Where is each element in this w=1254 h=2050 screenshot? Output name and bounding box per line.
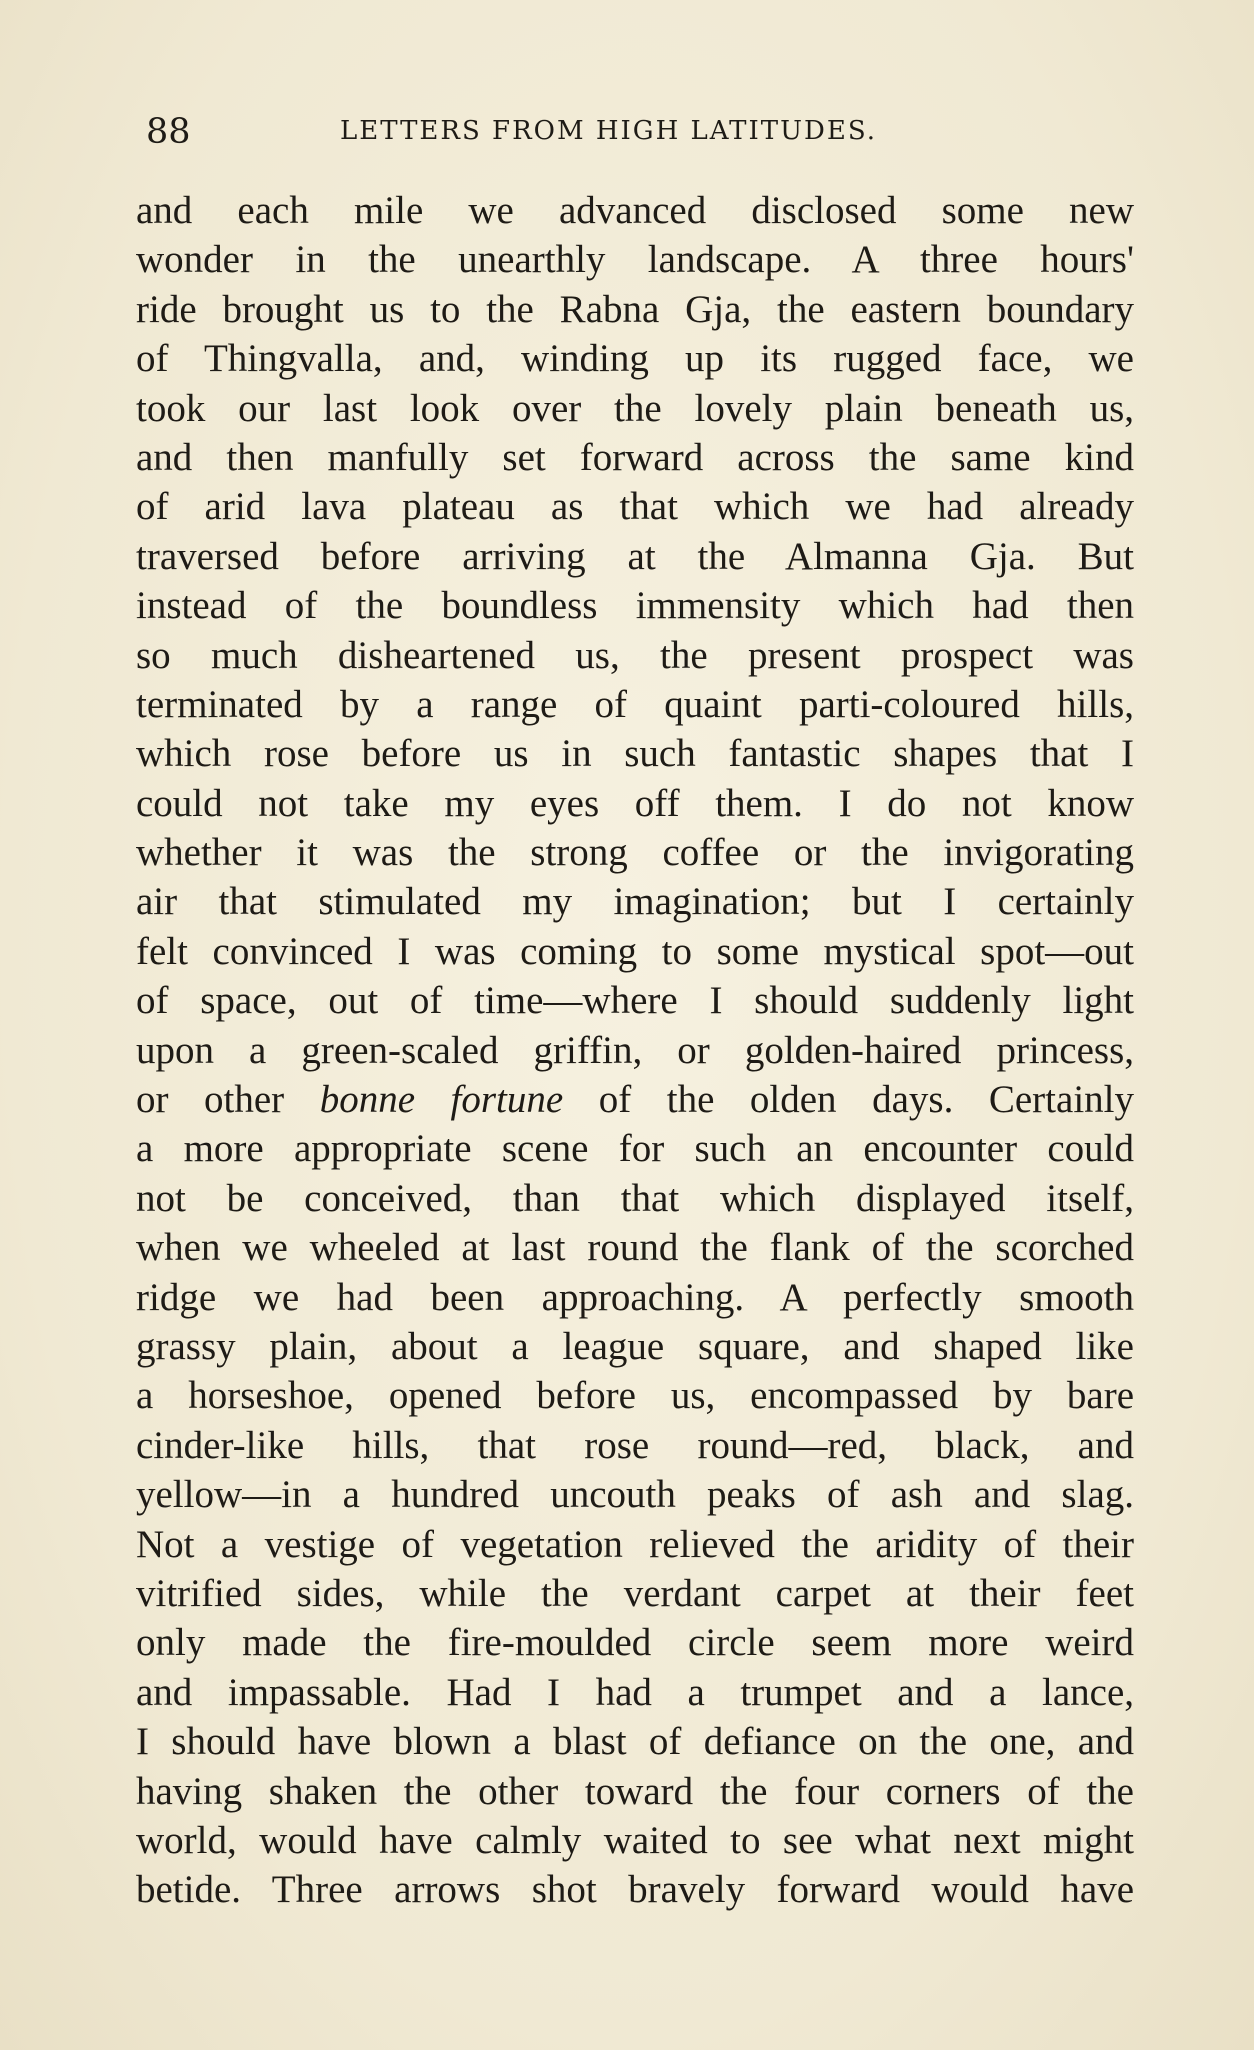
text-segment: of the olden days. Certainly (563, 1078, 1134, 1122)
text-line: of arid lava plateau as that which we had already (136, 485, 1134, 529)
text-line: so much disheartened us, the present prospect was (136, 633, 1134, 677)
text-line: wonder in the unearthly landscape. A three hours' (136, 238, 1134, 282)
text-line: and impassable. Had I had a trumpet and a lance, (136, 1670, 1134, 1714)
text-line: instead of the boundless immensity which had then (136, 584, 1134, 628)
page-number: 88 (146, 112, 191, 152)
text-line: ridge we had been approaching. A perfectly smooth (136, 1275, 1134, 1319)
text-line: cinder-like hills, that rose round—red, black, and (136, 1423, 1134, 1467)
page-header (140, 112, 1140, 152)
text-line: air that stimulated my imagination; but I certainly (136, 880, 1134, 924)
body-text (136, 186, 1134, 1915)
text-line: ride brought us to the Rabna Gja, the eastern boundary (136, 287, 1134, 331)
text-line: grassy plain, about a league square, and shaped like (136, 1324, 1134, 1368)
text-segment: or other (136, 1078, 320, 1122)
text-line: yellow—in a hundred uncouth peaks of ash and slag. (136, 1473, 1134, 1517)
text-line: a horseshoe, opened before us, encompassed by bare (136, 1374, 1134, 1418)
text-line: only made the fire-moulded circle seem more weird (136, 1621, 1134, 1665)
text-line: when we wheeled at last round the flank of the scorched (136, 1226, 1134, 1270)
text-line: upon a green-scaled griffin, or golden-haired princess, (136, 1028, 1134, 1072)
text-line: and then manfully set forward across the same kind (136, 435, 1134, 479)
text-line: whether it was the strong coffee or the invigorating (136, 831, 1134, 875)
running-title: LETTERS FROM HIGH LATITUDES. (340, 116, 877, 146)
text-line: vitrified sides, while the verdant carpet at their feet (136, 1571, 1134, 1615)
text-line: not be conceived, than that which displayed itself, (136, 1176, 1134, 1220)
text-line: felt convinced I was coming to some mystical spot—out (136, 929, 1134, 973)
text-line: of space, out of time—where I should suddenly light (136, 979, 1134, 1023)
text-line: world, would have calmly waited to see what next might (136, 1818, 1134, 1862)
text-line: terminated by a range of quaint parti-coloured hills, (136, 682, 1134, 726)
text-line: traversed before arriving at the Almanna Gja. But (136, 534, 1134, 578)
italic-phrase: bonne fortune (319, 1078, 564, 1122)
text-line: Not a vestige of vegetation relieved the aridity of their (136, 1522, 1134, 1566)
text-line: of Thingvalla, and, winding up its rugged face, we (136, 337, 1134, 381)
text-line: which rose before us in such fantastic shapes that I (136, 732, 1134, 776)
text-line-with-italic (136, 1075, 1134, 1124)
text-line: took our last look over the lovely plain beneath us, (136, 386, 1134, 430)
text-line: could not take my eyes off them. I do not know (136, 781, 1134, 825)
text-line: I should have blown a blast of defiance on the one, and (136, 1720, 1134, 1764)
text-line: and each mile we advanced disclosed some new (136, 189, 1134, 232)
text-line: a more appropriate scene for such an encounter could (136, 1127, 1134, 1171)
text-line: betide. Three arrows shot bravely forward would have (136, 1868, 1134, 1912)
text-line: having shaken the other toward the four corners of the (136, 1769, 1134, 1813)
